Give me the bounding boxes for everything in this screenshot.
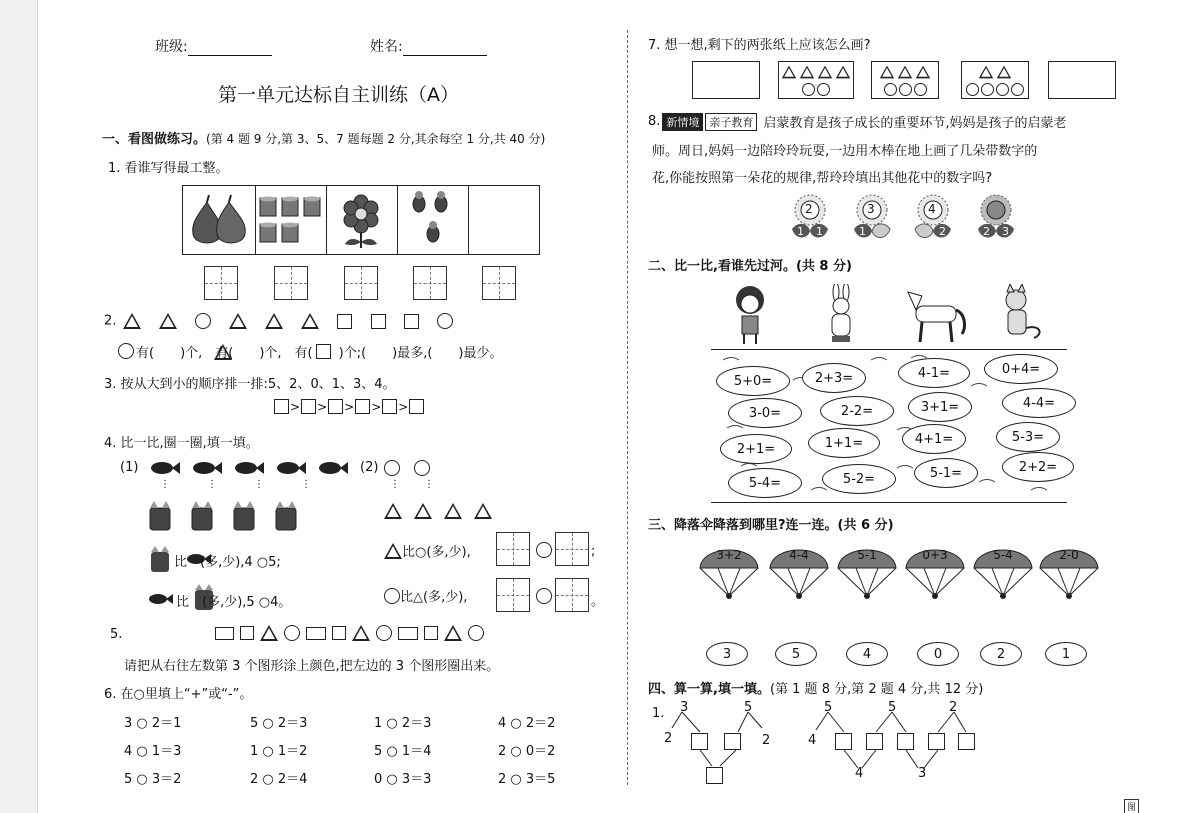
writing-grid[interactable] <box>496 532 530 566</box>
river-stone[interactable]: 3-0= <box>728 398 802 428</box>
cat-icon <box>148 546 174 574</box>
parachute[interactable]: 2-0 <box>1038 542 1100 600</box>
river-stone[interactable]: 5-2= <box>822 464 896 494</box>
river-bank-bottom <box>711 502 1067 503</box>
column-divider <box>627 30 628 785</box>
q3-text: 3. 按从大到小的顺序排一排:5、2、0、1、3、4。 <box>104 377 396 392</box>
tree-number: 5 <box>888 700 897 715</box>
q8-line1: 8. 新情境 亲子教育 启蒙教育是孩子成长的重要环节,妈妈是孩子的启蒙老 <box>648 114 1067 131</box>
q4-left-tag: (1) <box>120 460 139 475</box>
landing-oval[interactable]: 1 <box>1045 642 1087 666</box>
river-stone[interactable]: 0+4= <box>984 354 1058 384</box>
equation[interactable]: 2 ○ 3＝5 <box>498 772 556 787</box>
river-stone[interactable]: 1+1= <box>808 428 880 458</box>
girl-icon <box>736 286 764 344</box>
pear-icon <box>187 192 251 248</box>
equation[interactable]: 1 ○ 1＝2 <box>250 744 308 759</box>
triangle-shape <box>265 313 283 329</box>
answer-box[interactable] <box>355 399 370 414</box>
river-stone[interactable]: 4+1= <box>902 424 966 454</box>
river-stone[interactable]: 4-1= <box>898 358 970 388</box>
answer-box[interactable] <box>274 399 289 414</box>
q7-text: 7. 想一想,剩下的两张纸上应该怎么画? <box>648 38 871 53</box>
writing-grid[interactable] <box>555 578 589 612</box>
pattern-paper <box>871 61 939 99</box>
landing-oval[interactable]: 3 <box>706 642 748 666</box>
triangle-shape <box>301 313 319 329</box>
q4-right-circles <box>384 460 430 476</box>
circle-shape <box>437 313 453 329</box>
fish-icon <box>146 458 356 478</box>
writing-grid[interactable] <box>482 266 516 300</box>
circle-shape <box>118 343 134 359</box>
q4-right-line2: 比△(多,少), <box>384 586 467 605</box>
tree-number: 4 <box>855 766 864 781</box>
compare-circle[interactable] <box>536 588 552 604</box>
q8-line3: 花,你能按照第一朵花的规律,帮玲玲填出其他花中的数字吗? <box>652 171 993 186</box>
parachute[interactable]: 4-4 <box>768 542 830 600</box>
number-flower: 2 3 <box>976 193 1016 243</box>
river-stone[interactable]: 3+1= <box>908 392 972 422</box>
number-flower: 2 1 1 <box>790 193 830 243</box>
left-gutter <box>0 0 38 813</box>
triangle-shape <box>123 313 141 329</box>
writing-grid[interactable] <box>344 266 378 300</box>
square-shape <box>371 314 386 329</box>
q6-text: 6. 在○里填上“+”或“-”。 <box>104 687 253 702</box>
answer-box[interactable] <box>706 767 723 784</box>
number-flower: 4 2 <box>913 193 953 243</box>
q5-instruction: 请把从右往左数第 3 个图形涂上颜色,把左边的 3 个图形圈出来。 <box>124 659 500 674</box>
river-stone[interactable]: 5-3= <box>996 422 1060 452</box>
circle-shape <box>195 313 211 329</box>
equation[interactable]: 2 ○ 0＝2 <box>498 744 556 759</box>
s4-q1-label: 1. <box>652 706 665 721</box>
q2-shape-row: 2. <box>104 313 453 329</box>
class-field: 班级: <box>155 36 272 56</box>
equation[interactable]: 5 ○ 1＝4 <box>374 744 432 759</box>
page-title: 第一单元达标自主训练（A） <box>218 84 459 106</box>
river-stone[interactable]: 4-4= <box>1002 388 1076 418</box>
river-stone[interactable]: 5+0= <box>716 366 790 396</box>
q5-shape-row <box>215 625 484 641</box>
equation[interactable]: 0 ○ 3＝3 <box>374 772 432 787</box>
section4-heading: 四、算一算,填一填。(第 1 题 8 分,第 2 题 4 分,共 12 分) <box>648 682 984 697</box>
name-blank[interactable] <box>403 42 487 56</box>
class-blank[interactable] <box>188 42 272 56</box>
fish-icon <box>148 592 174 606</box>
rabbit-icon <box>832 284 850 342</box>
tree-number: 5 <box>744 700 753 715</box>
pattern-paper <box>778 61 854 99</box>
section2-heading: 二、比一比,看谁先过河。(共 8 分) <box>648 259 852 274</box>
section1-heading: 一、看图做练习。(第 4 题 9 分,第 3、5、7 题每题 2 分,其余每空 1 分,共 40 分) <box>102 132 546 147</box>
equation[interactable]: 1 ○ 2＝3 <box>374 716 432 731</box>
parachute[interactable]: 5-4 <box>972 542 1034 600</box>
new-context-badge: 新情境 <box>662 113 703 131</box>
equation[interactable]: 2 ○ 2＝4 <box>250 772 308 787</box>
tree-number: 2 <box>949 700 958 715</box>
landing-oval[interactable]: 4 <box>846 642 888 666</box>
horse-icon <box>908 292 964 342</box>
section3-heading: 三、降落伞降落到哪里?连一连。(共 6 分) <box>648 518 894 533</box>
triangle-shape <box>159 313 177 329</box>
tree-number: 2 <box>664 731 673 746</box>
dots-column: ⋮⋮ <box>390 479 458 490</box>
square-shape <box>404 314 419 329</box>
q1-text: 1. 看谁写得最工整。 <box>108 161 229 176</box>
answer-box[interactable] <box>382 399 397 414</box>
square-shape <box>337 314 352 329</box>
answer-box[interactable] <box>301 399 316 414</box>
writing-grid[interactable] <box>555 532 589 566</box>
river-stone[interactable]: 2+1= <box>720 434 792 464</box>
writing-grid[interactable] <box>274 266 308 300</box>
river-stone[interactable]: 2-2= <box>820 396 894 426</box>
compare-circle[interactable] <box>536 542 552 558</box>
tree-number: 5 <box>824 700 833 715</box>
tree-number: 2 <box>762 733 771 748</box>
order-boxes: > > > > > <box>274 399 424 414</box>
dots-column: ⋮⋮⋮⋮ <box>160 479 348 490</box>
tree-number: 3 <box>918 766 927 781</box>
pattern-paper <box>961 61 1029 99</box>
picture-strip <box>182 185 540 255</box>
triangle-shape <box>229 313 247 329</box>
tiger-icon <box>1006 284 1040 338</box>
parent-education-badge: 亲子教育 <box>705 113 757 131</box>
river-stone[interactable]: 2+3= <box>802 363 866 393</box>
answer-box[interactable] <box>835 733 852 750</box>
writing-grid[interactable] <box>496 578 530 612</box>
river-stone[interactable]: 5-1= <box>914 458 978 488</box>
q4-text: 4. 比一比,圈一圈,填一填。 <box>104 436 259 451</box>
tree-number: 3 <box>680 700 689 715</box>
equation[interactable]: 3 ○ 2＝1 <box>124 716 182 731</box>
pattern-paper-blank[interactable] <box>692 61 760 99</box>
flower-icon <box>335 192 387 250</box>
answer-box[interactable] <box>958 733 975 750</box>
q4-left-line2: 比 (多,少),5 ○4。 <box>176 595 292 610</box>
equation[interactable]: 5 ○ 2＝3 <box>250 716 308 731</box>
writing-grid[interactable] <box>204 266 238 300</box>
answer-box[interactable] <box>691 733 708 750</box>
answer-box[interactable] <box>928 733 945 750</box>
landing-oval[interactable]: 5 <box>775 642 817 666</box>
river-stone[interactable]: 5-4= <box>728 468 802 498</box>
q4-right-tag: (2) <box>360 460 379 475</box>
parachute[interactable]: 0+3 <box>904 542 966 600</box>
name-field: 姓名: <box>370 36 487 56</box>
equation[interactable]: 4 ○ 2＝2 <box>498 716 556 731</box>
equation[interactable]: 5 ○ 3＝2 <box>124 772 182 787</box>
bird-icon <box>407 190 459 252</box>
answer-box[interactable] <box>897 733 914 750</box>
q4-right-triangles <box>384 503 492 519</box>
animal-icons <box>728 284 1048 346</box>
q5-label: 5. <box>110 627 123 642</box>
q4-left-line1: 比 (多,少),4 ○5; <box>174 555 281 570</box>
pattern-paper-blank[interactable] <box>1048 61 1116 99</box>
number-flower: 3 1 <box>852 193 892 243</box>
parachute[interactable]: 3+2 <box>698 542 760 600</box>
cup-icon <box>258 194 324 248</box>
landing-oval[interactable]: 2 <box>980 642 1022 666</box>
answer-box[interactable] <box>866 733 883 750</box>
answer-box[interactable] <box>409 399 424 414</box>
landing-oval[interactable]: 0 <box>917 642 959 666</box>
river-stone[interactable]: 2+2= <box>1002 452 1074 482</box>
q4-right-line1: 比○(多,少), <box>384 541 471 560</box>
writing-grid[interactable] <box>413 266 447 300</box>
answer-box[interactable] <box>328 399 343 414</box>
cat-icon <box>146 500 306 534</box>
parachute[interactable]: 5-1 <box>836 542 898 600</box>
q8-line2: 师。周日,妈妈一边陪玲玲玩耍,一边用木棒在地上画了几朵带数字的 <box>652 144 1038 159</box>
page-logo-icon: 图 <box>1124 799 1139 813</box>
equation[interactable]: 4 ○ 1＝3 <box>124 744 182 759</box>
answer-box[interactable] <box>724 733 741 750</box>
tree-number: 4 <box>808 733 817 748</box>
